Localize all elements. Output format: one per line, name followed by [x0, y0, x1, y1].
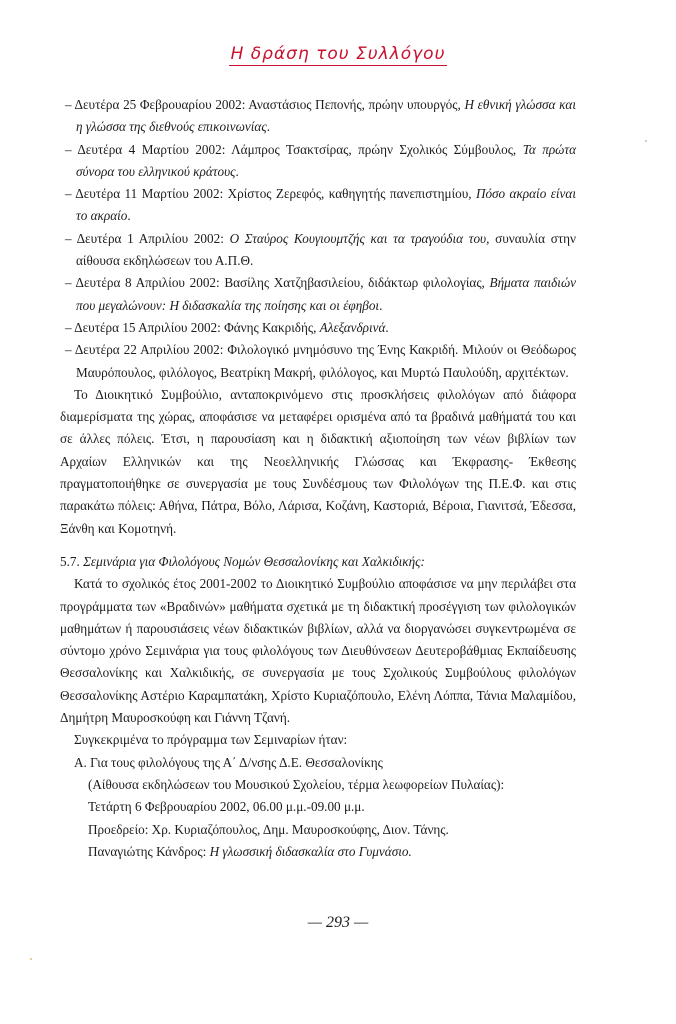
- main-text: [60, 94, 576, 863]
- seminar-a-heading: Α. Για τους φιλολόγους της Α΄ Δ/νσης Δ.Ε. Θεσσαλονίκης: [74, 754, 383, 770]
- seminar-a-talk: [60, 841, 576, 863]
- running-header-title: Η δράση του Συλλόγου: [230, 44, 446, 64]
- talk-speaker: Παναγιώτης Κάνδρος:: [88, 843, 210, 859]
- paragraph-board-decision: Το Διοικητικό Συμβούλιο, ανταποκρινόμενο στις προσκλήσεις φιλολόγων από διάφορα διαμερίσματα της χώρας, αποφάσισε να μεταφέρει ορισμένα από τα βραδινά μαθήματά του και σε άλλες πόλεις. Έτσι, η παρουσίαση και η διδακτική αξιοποίηση των νέων βιβλίων των Αρχαίων Ελληνικών και της Νεοελληνικής Γλώσσας και Έκφρασης- Έκθεσης πραγματοποιήθηκε σε συνεργασία με τους Συνδέσμους των Φιλολόγων της Π.Ε.Φ. και στις παρακάτω πόλεις: Αθήνα, Πάτρα, Βόλο, Λάρισα, Κοζάνη, Καστοριά, Βέροια, Γιανιτσά, Έδεσσα, Ξάνθη και Κομοτηνή.: [60, 386, 576, 536]
- seminar-a-venue: (Αίθουσα εκδηλώσεων του Μουσικού Σχολείου, τέρμα λεωφορείων Πυλαίας):: [88, 776, 505, 792]
- seminar-a-presidium: Προεδρείο: Χρ. Κυριαζόπουλος, Δημ. Μαυροσκούφης, Διον. Τάνης.: [88, 821, 449, 837]
- lecture-item: – Δευτέρα 4 Μαρτίου 2002: Λάμπρος Τσακτσίρας, πρώην Σχολικός Σύμβουλος, Τα πρώτα σύνορα του ελληνικού κράτους.: [65, 141, 576, 179]
- scan-speck: [30, 958, 32, 960]
- lecture-list: [60, 94, 576, 384]
- talk-title: Η γλωσσική διδασκαλία στο Γυμνάσιο.: [209, 843, 412, 859]
- running-header: [0, 44, 676, 66]
- lecture-title: Η εθνική γλώσσα και η γλώσσα της διεθνούς επικοινωνίας: [76, 97, 576, 135]
- scan-speck: [645, 140, 647, 142]
- lecture-item: – Δευτέρα 15 Απριλίου 2002: Φάνης Κακριδής, Αλεξανδρινά.: [65, 319, 389, 335]
- paragraph-seminars: Κατά το σχολικός έτος 2001-2002 το Διοικητικό Συμβούλιο αποφάσισε να μην περιλάβει στα προγράμματα των «Βραδινών» μαθήματα σχετικά με τη διδακτική προσέγγιση των φιλολογικών μαθημάτων ή παρουσιάσεις νέων διδακτικών βιβλίων, αλλά να διοργανώσει συγκεντρωμένα σε σύντομο χρόνο Σεμινάρια για τους φιλολόγους των Διευθύνσεων Δευτεροβάθμιας Εκπαίδευσης Θεσσαλονίκης και Χαλκιδικής, σε συνεργασία με τους Σχολικούς Συμβούλους φιλολόγων Θεσσαλονίκης Αστέριο Καραμπατάκη, Χρίστο Κυριαζόπουλο, Ελένη Λόππα, Τάνια Μαλαμίδου, Δημήτρη Μαυροσκούφη και Γιάννη Τζανή.: [60, 576, 576, 726]
- page-number: — 293 —: [307, 914, 369, 931]
- seminar-a-date: Τετάρτη 6 Φεβρουαρίου 2002, 06.00 μ.μ.-09.00 μ.μ.: [88, 799, 365, 815]
- lecture-item: – Δευτέρα 8 Απριλίου 2002: Βασίλης Χατζηβασιλείου, διδάκτωρ φιλολογίας, Βήματα παιδιών που μεγαλώνουν: Η διδασκαλία της ποίησης και οι έφηβοι.: [65, 275, 576, 313]
- lecture-item: – Δευτέρα 1 Απριλίου 2002: Ο Σταύρος Κουγιουμτζής και τα τραγούδια του, συναυλία στην αίθουσα εκδηλώσεων του Α.Π.Θ.: [65, 230, 576, 269]
- lecture-title: Βήματα παιδιών που μεγαλώνουν: Η διδασκαλία της ποίησης και οι έφηβοι: [76, 275, 576, 313]
- lecture-title: Πόσο ακραίο είναι το ακραίο: [76, 186, 577, 224]
- lecture-title: Αλεξανδρινά: [319, 319, 386, 335]
- lecture-item: – Δευτέρα 11 Μαρτίου 2002: Χρίστος Ζερεφός, καθηγητής πανεπιστημίου, Πόσο ακραίο είναι το ακραίο.: [65, 186, 577, 224]
- section-number: 5.7.: [60, 553, 84, 569]
- lecture-title: Ο Σταύρος Κουγιουμτζής και τα τραγούδια του: [229, 230, 487, 246]
- lecture-item: – Δευτέρα 22 Απριλίου 2002: Φιλολογικό μνημόσυνο της Ένης Κακριδή. Μιλούν οι Θεόδωρος Μαυρόπουλος, φιλόλογος, Βεατρίκη Μακρή, φιλόλογος, και Μυρτώ Παυλούδη, αρχιτέκτων.: [65, 342, 576, 380]
- lecture-title: Τα πρώτα σύνορα του ελληνικού κράτους: [76, 141, 576, 179]
- section-heading: [60, 551, 576, 573]
- section-title: Σεμινάρια για Φιλολόγους Νομών Θεσσαλονίκης και Χαλκιδικής:: [83, 553, 425, 569]
- lecture-item: – Δευτέρα 25 Φεβρουαρίου 2002: Αναστάσιος Πεπονής, πρώην υπουργός, Η εθνική γλώσσα και η γλώσσα της διεθνούς επικοινωνίας.: [65, 97, 576, 135]
- program-intro: Συγκεκριμένα το πρόγραμμα των Σεμιναρίων ήταν:: [74, 732, 348, 748]
